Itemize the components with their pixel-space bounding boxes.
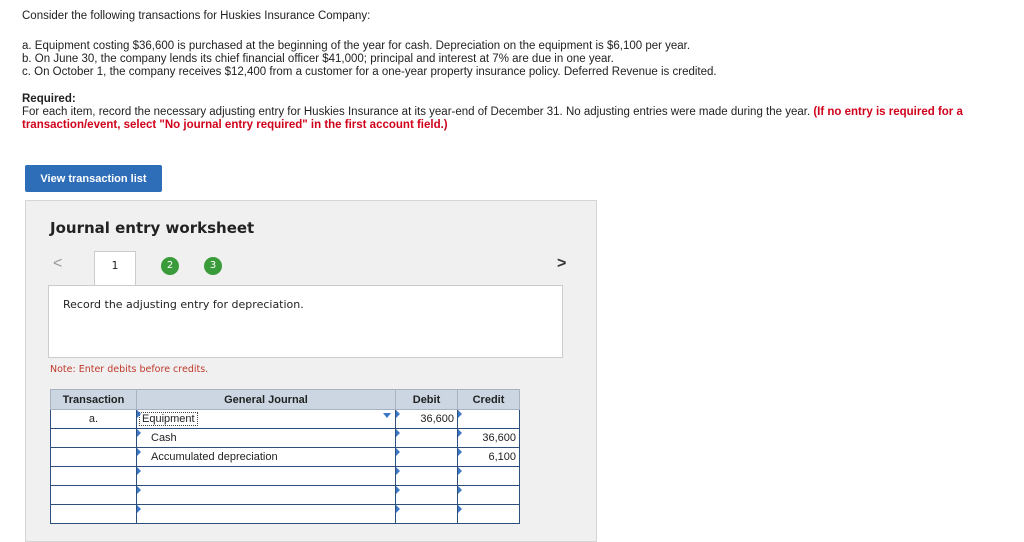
flag-marker-icon	[396, 448, 400, 456]
credit-value: 36,600	[482, 432, 516, 444]
table-row	[51, 467, 520, 486]
transaction-cell[interactable]	[51, 486, 137, 505]
flag-marker-icon	[396, 505, 400, 513]
journal-table	[50, 389, 520, 524]
required-text: For each item, record the necessary adjusting entry for Huskies Insurance at its year-end of December 31. No adjusting entries were made during the year.	[22, 106, 814, 118]
view-transaction-list-button[interactable]: View transaction list	[25, 165, 162, 192]
debit-input[interactable]	[396, 448, 458, 467]
flag-marker-icon	[458, 429, 462, 437]
account-value: Equipment	[139, 412, 198, 426]
transaction-cell[interactable]	[51, 448, 137, 467]
credit-input[interactable]	[458, 505, 520, 524]
credit-value: 6,100	[488, 451, 516, 463]
journal-entry-worksheet	[25, 200, 597, 542]
flag-marker-icon	[458, 505, 462, 513]
account-select[interactable]	[137, 505, 396, 524]
credit-value	[516, 413, 519, 425]
header-general-journal: General Journal	[137, 390, 396, 410]
credit-input[interactable]	[458, 410, 520, 429]
tab-1[interactable]: 1	[94, 251, 136, 286]
transaction-cell[interactable]: a.	[51, 410, 137, 429]
flag-marker-icon	[396, 429, 400, 437]
debit-value: 36,600	[420, 413, 454, 425]
table-row	[51, 486, 520, 505]
tab-3[interactable]: 3	[204, 257, 222, 275]
transaction-item-a: a. Equipment costing $36,600 is purchased at the beginning of the year for cash. Depreciation on the equipment is $6,100 per year.	[22, 40, 691, 52]
required-title: Required:	[22, 93, 76, 105]
account-value: Cash	[151, 432, 177, 444]
credit-value	[516, 470, 519, 482]
credit-input[interactable]	[458, 448, 520, 467]
flag-marker-icon	[458, 467, 462, 475]
flag-marker-icon	[137, 448, 141, 456]
table-row	[51, 429, 520, 448]
table-row	[51, 505, 520, 524]
credit-input[interactable]	[458, 467, 520, 486]
account-value: Accumulated depreciation	[151, 451, 278, 463]
transaction-item-c: c. On October 1, the company receives $12,400 from a customer for a one-year property insurance policy. Deferred Revenue is credited.	[22, 66, 717, 78]
flag-marker-icon	[396, 410, 400, 418]
flag-marker-icon	[137, 410, 141, 418]
required-note: (If no entry is required for a transaction/event, select "No journal entry required" in the first account field.)	[22, 106, 963, 131]
credit-value	[516, 489, 519, 501]
transaction-cell[interactable]	[51, 505, 137, 524]
flag-marker-icon	[396, 467, 400, 475]
next-arrow-icon[interactable]: >	[557, 255, 567, 272]
flag-marker-icon	[458, 486, 462, 494]
transaction-cell[interactable]	[51, 467, 137, 486]
debit-input[interactable]	[396, 467, 458, 486]
flag-marker-icon	[458, 410, 462, 418]
worksheet-title: Journal entry worksheet	[50, 219, 255, 237]
header-transaction: Transaction	[51, 390, 137, 410]
dropdown-arrow-icon[interactable]	[383, 413, 391, 418]
flag-marker-icon	[137, 429, 141, 437]
account-select[interactable]	[137, 448, 396, 467]
credit-input[interactable]	[458, 486, 520, 505]
header-debit: Debit	[396, 390, 458, 410]
account-select[interactable]	[137, 429, 396, 448]
flag-marker-icon	[137, 467, 141, 475]
flag-marker-icon	[396, 486, 400, 494]
note-text: Note: Enter debits before credits.	[50, 364, 209, 375]
transaction-item-b: b. On June 30, the company lends its chief financial officer $41,000; principal and interest at 7% are due in one year.	[22, 53, 614, 65]
account-select[interactable]	[137, 486, 396, 505]
credit-value	[516, 508, 519, 520]
credit-input[interactable]	[458, 429, 520, 448]
header-credit: Credit	[458, 390, 520, 410]
problem-intro: Consider the following transactions for Huskies Insurance Company:	[22, 10, 371, 22]
required-instructions	[22, 106, 1017, 132]
account-select[interactable]	[137, 467, 396, 486]
account-select[interactable]	[137, 410, 396, 429]
tab-2[interactable]: 2	[161, 257, 179, 275]
debit-input[interactable]	[396, 486, 458, 505]
debit-input[interactable]	[396, 429, 458, 448]
table-header-row	[51, 390, 520, 410]
flag-marker-icon	[137, 505, 141, 513]
transaction-cell[interactable]	[51, 429, 137, 448]
table-row	[51, 448, 520, 467]
instruction-text: Record the adjusting entry for depreciation.	[63, 298, 304, 311]
flag-marker-icon	[458, 448, 462, 456]
previous-arrow-icon[interactable]: <	[53, 255, 63, 272]
debit-input[interactable]	[396, 410, 458, 429]
debit-input[interactable]	[396, 505, 458, 524]
problem-statement	[22, 10, 1017, 132]
instruction-box	[48, 285, 563, 358]
table-row	[51, 410, 520, 429]
flag-marker-icon	[137, 486, 141, 494]
